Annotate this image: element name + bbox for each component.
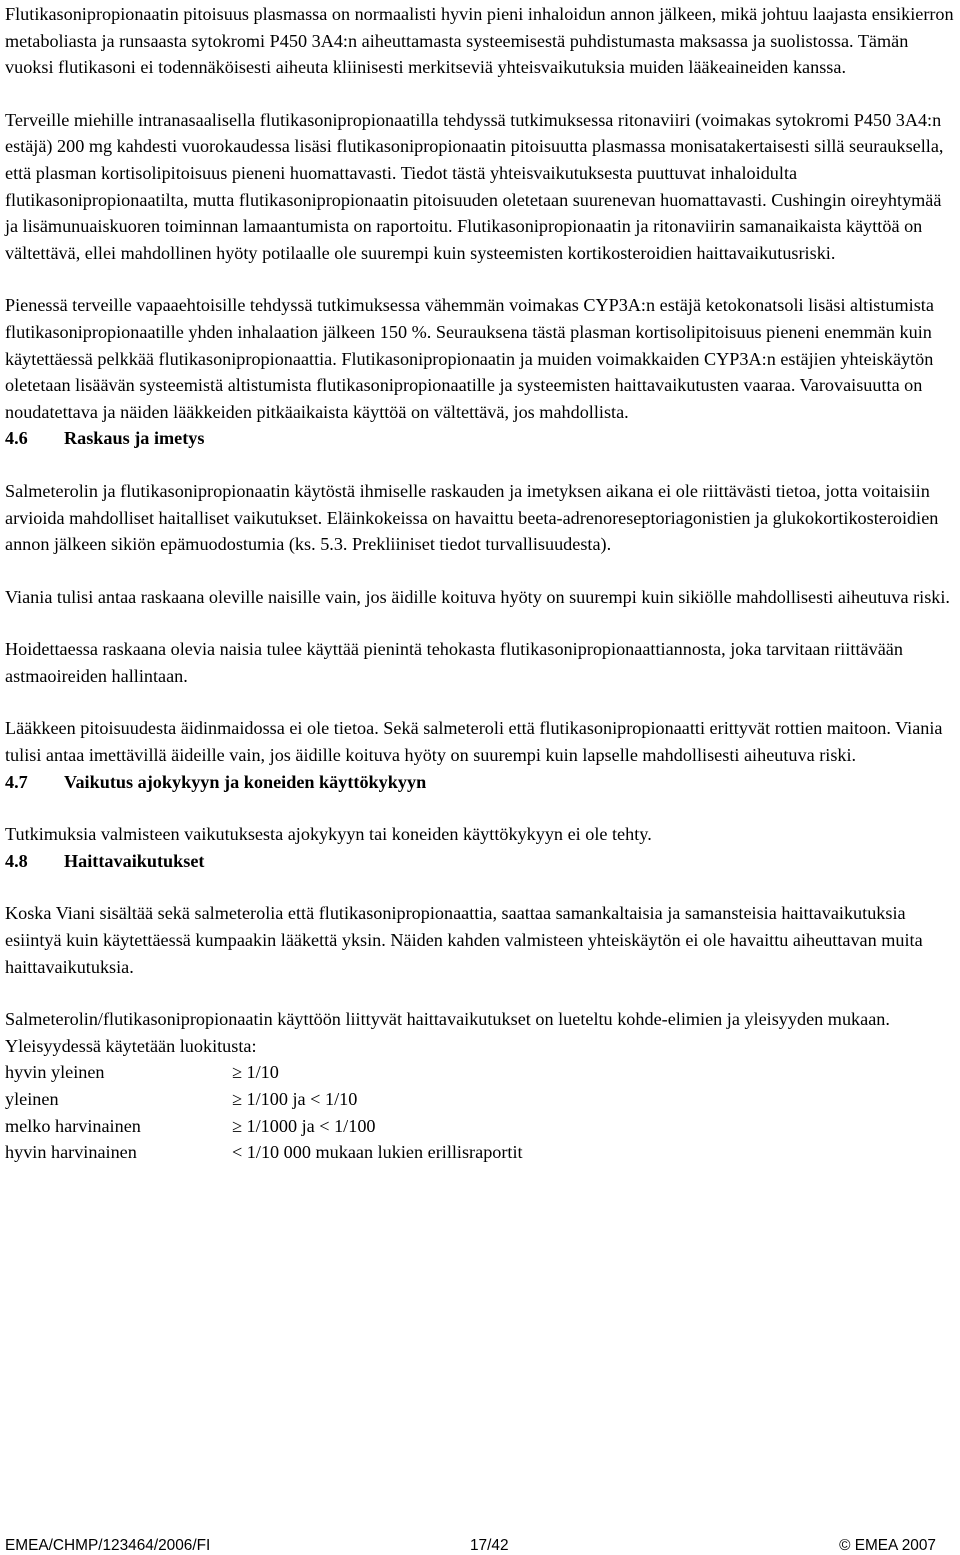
paragraph-frequency-intro: Yleisyydessä käytetään luokitusta: <box>5 1035 257 1056</box>
footer-copyright: © EMEA 2007 <box>839 1537 936 1554</box>
paragraph-adverse-intro: Koska Viani sisältää sekä salmeterolia että flutikasonipropionaattia, saattaa samankaltaisia ja samansteisia haittavaikutuksia esiintyä kuin käytettäessä kumpaakin lääkettä yksin. Näiden kahden valmisteen yhteiskäytön ei ole havaittu aiheuttavan muita haittavaikutuksia. <box>5 903 923 977</box>
frequency-range: ≥ 1/1000 ja < 1/100 <box>232 1115 376 1136</box>
paragraph-adverse-listing: Salmeterolin/flutikasonipropionaatin käyttöön liittyvät haittavaikutukset on lueteltu kohde-elimien ja yleisyyden mukaan. <box>5 1009 890 1030</box>
frequency-row <box>5 1113 955 1140</box>
section-heading-4-8 <box>5 848 955 875</box>
section-title: Haittavaikutukset <box>64 850 205 871</box>
frequency-range: ≥ 1/100 ja < 1/10 <box>232 1089 358 1109</box>
section-heading-4-6 <box>5 425 955 452</box>
footer-page-number: 17/42 <box>470 1537 509 1554</box>
frequency-range: < 1/10 000 mukaan lukien erillisraportit <box>232 1142 523 1163</box>
paragraph-ketoconazole: Pienessä terveille vapaaehtoisille tehdyssä tutkimuksessa vähemmän voimakas CYP3A:n estäjä ketokonatsoli lisäsi altistumista flutikasonipropionaatille yhden inhalaation jälkeen 150 %. Seurauksena tästä plasman kortisolipitoisuus pieneni enemmän kuin käytettäessä pelkkää flutikasonipropionaattia. Flutikasonipropionaatin ja muiden voimakkaiden CYP3A:n estäjien yhteiskäytön oletetaan lisäävän systeemistä altistumista flutikasonipropionaatille ja systeemisten haittavaikutusten vaaraa. Varovaisuutta on noudatettava ja näiden lääkkeiden pitkäaikaista käyttöä on vältettävä, jos mahdollista. <box>5 295 934 422</box>
section-title: Raskaus ja imetys <box>64 428 205 449</box>
footer-document-id: EMEA/CHMP/123464/2006/FI <box>5 1537 211 1554</box>
frequency-range: ≥ 1/10 <box>232 1062 279 1083</box>
paragraph-driving: Tutkimuksia valmisteen vaikutuksesta ajokykyyn tai koneiden käyttökykyyn ei ole tehty. <box>5 824 652 845</box>
paragraph-ritonavir: Terveille miehille intranasaalisella flutikasonipropionaatilla tehdyssä tutkimuksessa ritonaviiri (voimakas sytokromi P450 3A4:n estäjä) 200 mg kahdesti vuorokaudessa lisäsi flutikasonipropionaatin pitoisuutta plasmassa monisatakertaisesti sillä seurauksella, että plasman kortisolipitoisuus pieneni huomattavasti. Tiedot tästä yhteisvaikutuksesta puuttuvat inhaloidulta flutikasonipropionaatilta, mutta flutikasonipropionaatin pitoisuuden oletetaan suurenevan huomattavasti. Cushingin oireyhtymää ja lisämunuaiskuoren toiminnan lamaantumista on raportoitu. Flutikasonipropionaatin ja ritonaviirin samanaikaista käyttöä on vältettävä, ellei mahdollinen hyöty potilaalle ole suurempi kuin systeemisten kortikosteroidien haittavaikutusriski. <box>5 109 944 263</box>
section-heading-4-7 <box>5 769 955 796</box>
paragraph-pregnancy-dose: Hoidettaessa raskaana olevia naisia tulee käyttää pienintä tehokasta flutikasonipropionaattiannosta, joka tarvitaan riittävään astmaoireiden hallintaan. <box>5 639 903 686</box>
frequency-term: yleinen <box>5 1089 59 1109</box>
frequency-term: hyvin harvinainen <box>5 1142 137 1163</box>
frequency-row <box>5 1139 955 1166</box>
frequency-row <box>5 1086 955 1113</box>
frequency-row <box>5 1059 955 1086</box>
frequency-term: hyvin yleinen <box>5 1062 105 1083</box>
paragraph-interaction-intro: Flutikasonipropionaatin pitoisuus plasmassa on normaalisti hyvin pieni inhaloidun annon jälkeen, mikä johtuu laajasta ensikierron metaboliasta ja runsaasta sytokromi P450 3A4:n aiheuttamasta systeemisestä puhdistumasta maksassa ja suolistossa. Tämän vuoksi flutikasoni ei todennäköisesti aiheuta kliinisesti merkitseviä yhteisvaikutuksia muiden lääkeaineiden kanssa. <box>5 4 954 78</box>
paragraph-pregnancy-data: Salmeterolin ja flutikasonipropionaatin käytöstä ihmiselle raskauden ja imetyksen aikana ei ole riittävästi tietoa, jotta voitaisiin arvioida mahdolliset haitalliset vaikutukset. Eläinkokeissa on havaittu beeta-adrenoreseptoriagonistien ja glukokortikosteroidien annon jälkeen sikiön epämuodostumia (ks. 5.3. Prekliiniset tiedot turvallisuudesta). <box>5 480 939 555</box>
frequency-term: melko harvinainen <box>5 1115 141 1136</box>
paragraph-pregnancy-use: Viania tulisi antaa raskaana oleville naisille vain, jos äidille koituva hyöty on suurempi kuin sikiölle mahdollisesti aiheutuva riski. <box>5 586 950 607</box>
document-body <box>5 1 955 1166</box>
section-number: 4.6 <box>5 428 28 449</box>
section-number: 4.7 <box>5 771 28 792</box>
section-title: Vaikutus ajokykyyn ja koneiden käyttökykyyn <box>64 771 427 792</box>
paragraph-breastfeeding: Lääkkeen pitoisuudesta äidinmaidossa ei ole tietoa. Sekä salmeteroli että flutikasonipropionaatti erittyvät rottien maitoon. Viania tulisi antaa imettävillä äideille vain, jos äidille koituva hyöty on suurempi kuin lapselle mahdollisesti aiheutuva riski. <box>5 718 943 766</box>
section-number: 4.8 <box>5 850 28 871</box>
frequency-classification <box>5 1059 955 1165</box>
